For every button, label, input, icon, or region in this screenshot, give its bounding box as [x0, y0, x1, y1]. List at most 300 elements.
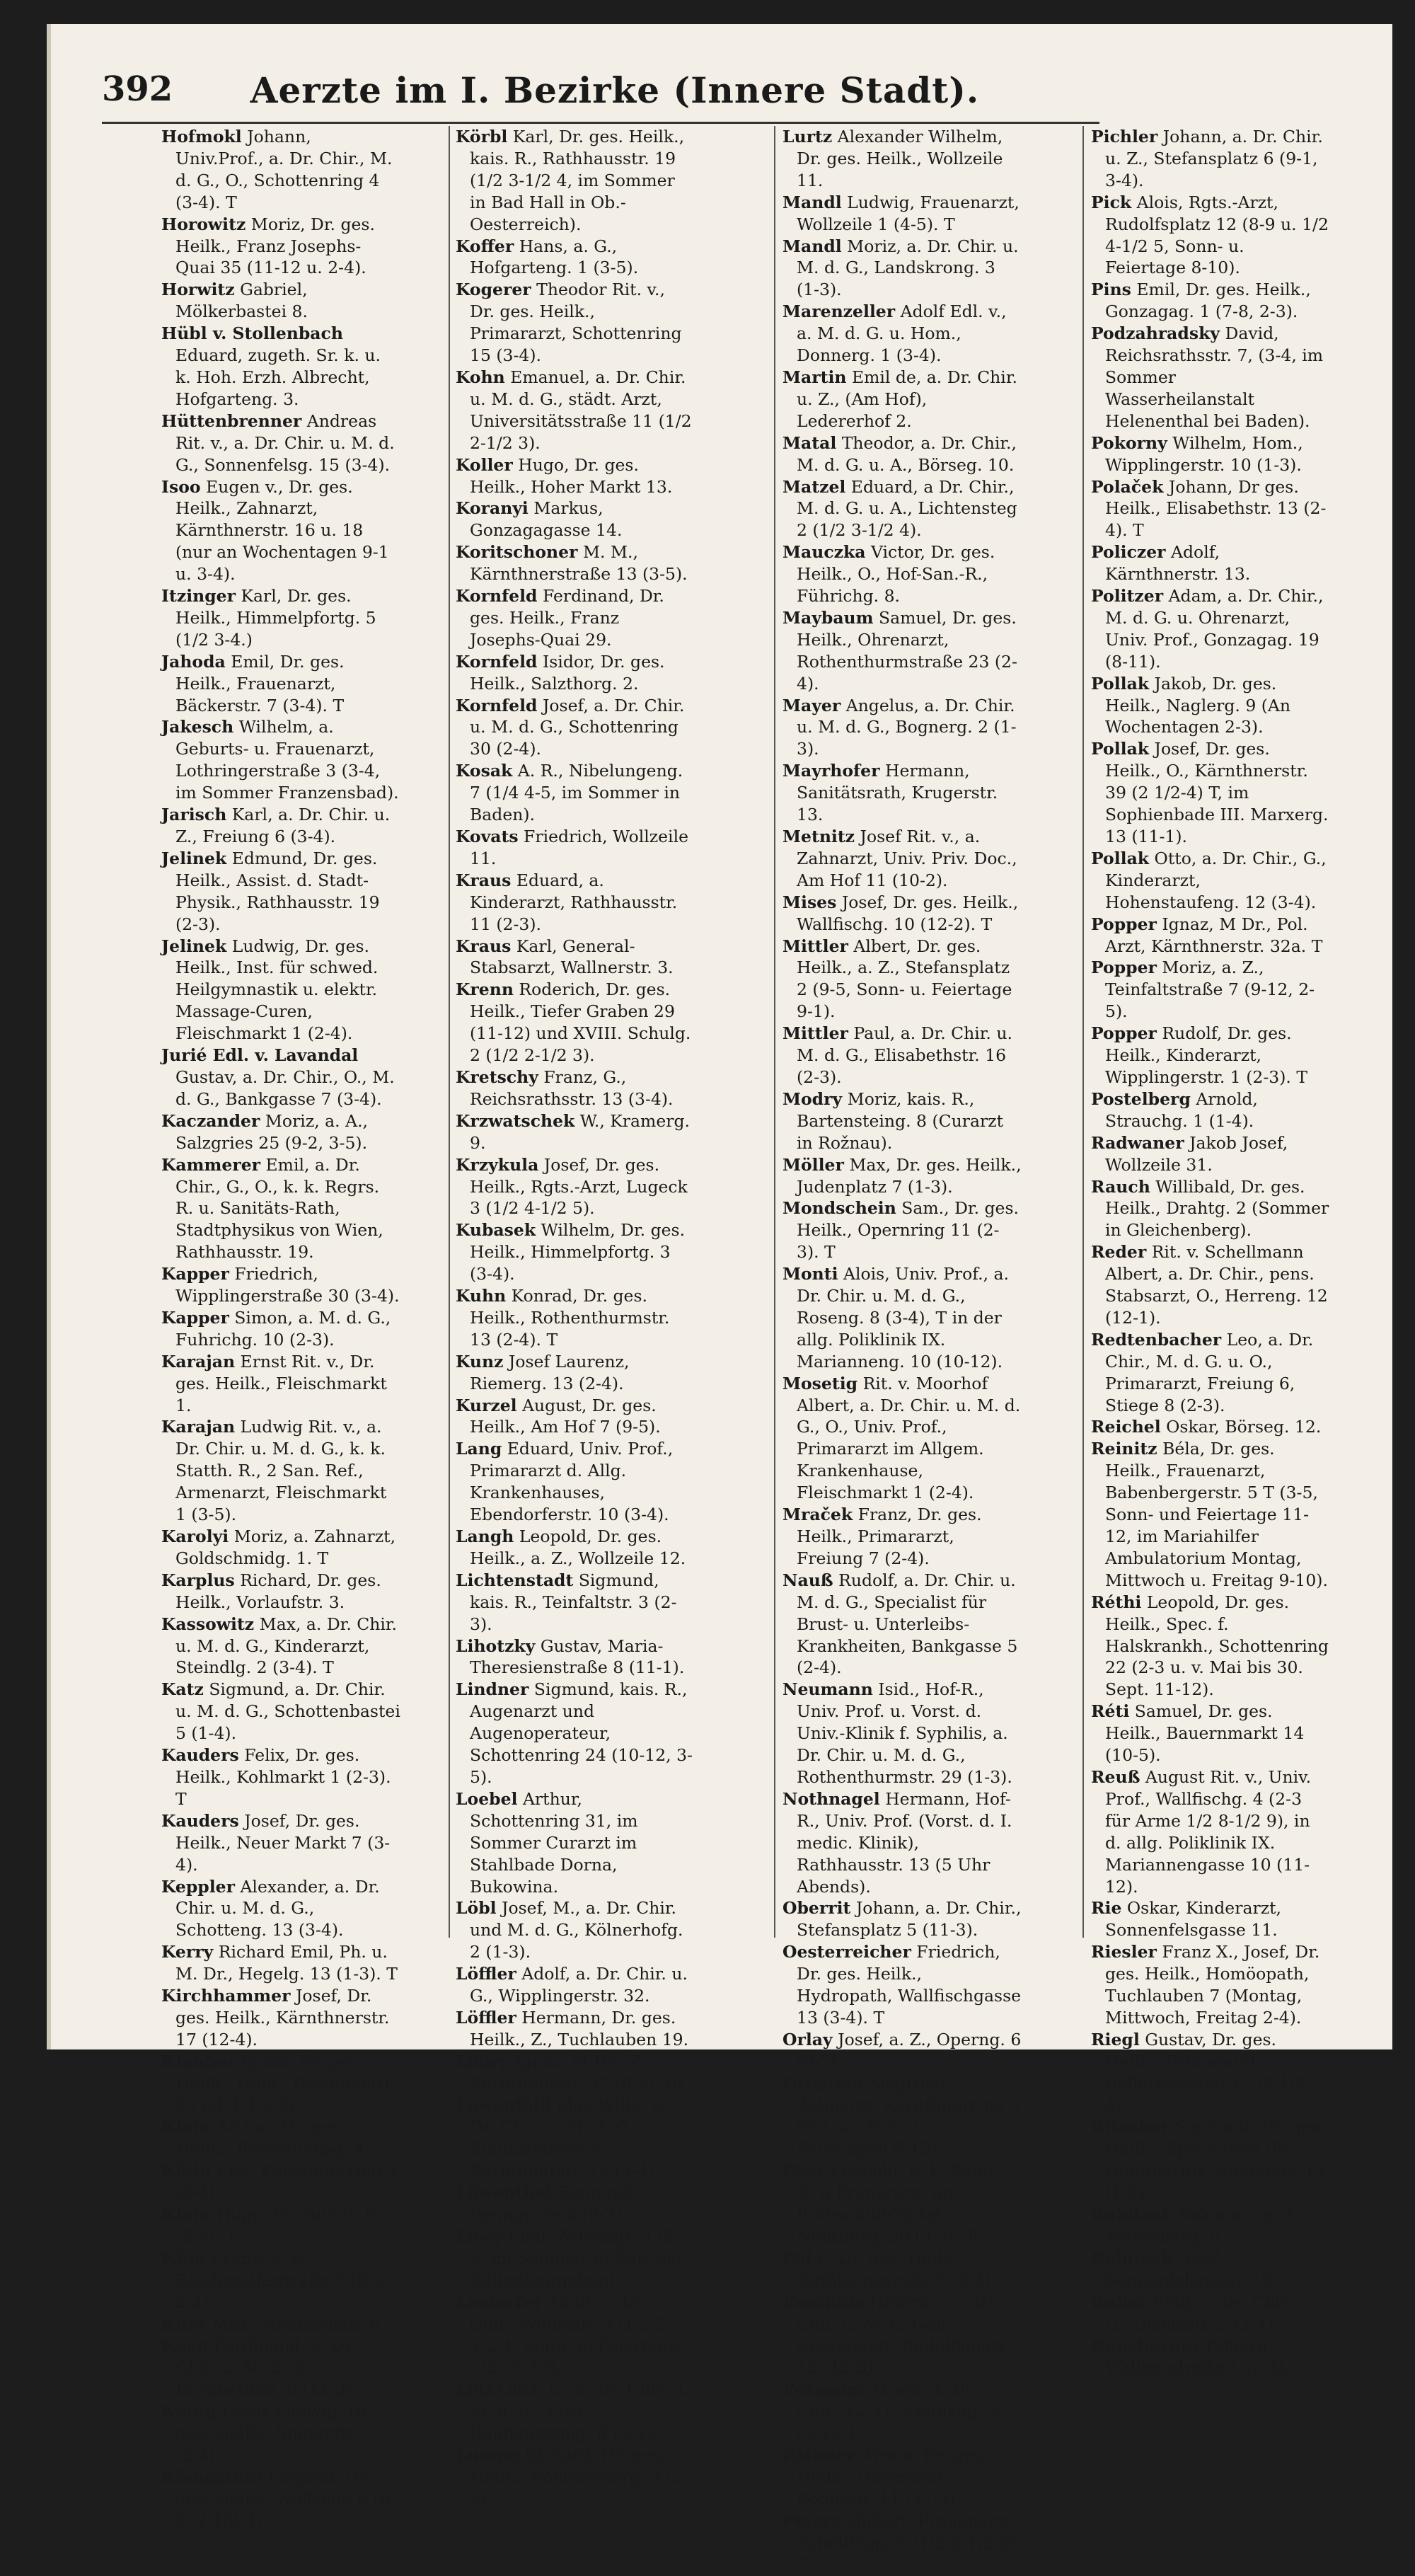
directory-entry — [782, 1197, 1022, 1263]
entry-surname: Löwy — [456, 2226, 503, 2246]
entry-surname: Karajan — [161, 1417, 236, 1437]
directory-entry — [161, 323, 400, 410]
entry-surname: Kapper — [161, 1307, 229, 1328]
entry-details: Ignaz, Dr. ges. Heilk., Hom., Dorotheerg. 2 (1/4 4-1/2 5). — [175, 2051, 395, 2115]
directory-entry — [161, 2248, 400, 2313]
directory-entry — [161, 2116, 400, 2160]
entry-details: Leopold, Dr. ges. Heilk., Spec. f. Halskrankh., Schottenring 22 (2-3 u. v. Mai bis 30. Sept. 11-12). — [1105, 1592, 1329, 1700]
directory-entry — [161, 2313, 400, 2335]
directory-entry — [1091, 957, 1330, 1023]
directory-entry — [782, 1023, 1022, 1088]
directory-entry — [161, 1045, 400, 1110]
entry-details: Karl, General-Stabsarzt, Wallnerstr. 3. — [470, 936, 674, 978]
directory-entry — [456, 1570, 695, 1635]
entry-surname: Lurtz — [782, 127, 833, 146]
entry-surname: Matzel — [782, 476, 846, 497]
directory-entry — [1091, 323, 1330, 432]
entry-surname: Riegl — [1091, 2029, 1140, 2049]
entry-surname: Reuß — [1091, 1766, 1140, 1787]
directory-entry — [782, 1897, 1022, 1941]
entry-details: Hugo, Dr. ges. Heilk., Hoher Markt 13. — [470, 454, 673, 497]
entry-details: Josef, Dr. ges. Heilk., Kärnthnerstr. 17 (12-4). — [175, 1986, 390, 2049]
directory-entry — [161, 1526, 400, 1570]
entry-details: Gustav, a. Dr. Chir., O., M. d. G., Bankgasse 7 (3-4). — [175, 1066, 395, 1109]
directory-entry — [782, 367, 1022, 432]
entry-details: Simon, a. M. d. G., Fuhrichg. 10 (2-3). — [175, 1307, 391, 1350]
entry-surname: Matal — [782, 432, 837, 453]
directory-entry — [782, 2073, 1022, 2161]
directory-entry — [456, 2444, 695, 2510]
directory-entry — [782, 607, 1022, 695]
entry-surname: Lott — [456, 2379, 494, 2400]
directory-entry — [161, 410, 400, 476]
entry-surname: Kornfeld — [456, 586, 538, 606]
directory-entry — [1091, 1897, 1330, 1941]
entry-surname: Kuhn — [456, 1286, 507, 1306]
entry-details: Arnold, Strauchg. 1 (1-4). — [1105, 1088, 1258, 1131]
entry-details: Ludwig Rit. v., a. Dr. Chir. u. M. d. G., k. k. Statth. R., 2 San. Ref., Armenarzt, Fleischmarkt 1 (3-5). — [175, 1417, 387, 1525]
entry-surname: Redtenbacher — [1091, 1329, 1222, 1350]
directory-entry — [456, 2051, 695, 2095]
entry-surname: Mauczka — [782, 542, 866, 563]
entry-surname: Jelinek — [161, 848, 227, 868]
directory-entry — [161, 1110, 400, 1154]
entry-surname: Pins — [1091, 280, 1131, 300]
entry-surname: Politzer — [1091, 586, 1164, 606]
entry-details: Ferdinand, a. Dr. Chir. u. M. d. G., Elisabethstr. 6 (11-3). — [175, 2335, 358, 2400]
entry-surname: Hüttenbrenner — [161, 410, 302, 431]
directory-entry — [456, 1788, 695, 1898]
entry-surname: Robitsek — [1091, 2248, 1173, 2268]
entry-surname: Patauer — [782, 2445, 855, 2466]
entry-details: Frz., Kärnthnerring 3 (3-4). — [175, 2161, 398, 2203]
running-head: Aerzte im I. Bezirke (Innere Stadt). — [250, 69, 980, 111]
directory-entry — [161, 1941, 400, 1985]
directory-entry — [456, 1897, 695, 1963]
entry-surname: Kuer — [161, 2313, 207, 2334]
directory-entry — [161, 126, 400, 214]
entry-details: Andreas Rit. v., a. Dr. Chir. u. M. d. G., Sonnenfelsg. 15 (3-4). — [175, 410, 395, 475]
directory-entry — [1091, 1132, 1330, 1176]
entry-details: Richard Emil, Ph. u. M. Dr., Hegelg. 13 (1-3). T — [175, 1942, 398, 1984]
entry-details: Salomon, a. Z., Mayseberg. 5. — [1105, 2204, 1305, 2246]
entry-surname: Pichler — [1091, 127, 1158, 146]
directory-entry — [456, 1635, 695, 1679]
entry-details: Hubert, Frauenarzt, Schellingg. 6 (1/2 3-1/2 5). T — [797, 2510, 1022, 2575]
entry-surname: Kornfeld — [456, 651, 538, 672]
entry-details: Max, Stefansplatz 6. — [207, 2313, 385, 2334]
directory-entry — [161, 1307, 400, 1351]
entry-details: Ferdinand, Dr. ges. Heilk., Franz Josephs-Quai 29. — [470, 586, 664, 650]
directory-entry — [1091, 2335, 1330, 2379]
entry-details: Ignaz, M Dr., Z., Kärnthnerstr. 37 (9-5). Bt — [470, 2051, 685, 2093]
directory-entry — [456, 1526, 695, 1570]
entry-details: Ignaz, M Dr., Pol. Arzt, Kärnthnerstr. 32a. T — [1105, 914, 1323, 956]
entry-surname: Kosak — [456, 761, 513, 781]
directory-entry — [456, 870, 695, 936]
directory-entry — [456, 279, 695, 367]
directory-entry — [456, 760, 695, 826]
entry-surname: Metnitz — [782, 827, 855, 846]
entry-details: Johann, a. Dr. Chir., Stefansplatz 5 (11-3). — [797, 1898, 1022, 1940]
entry-surname: Löffler — [456, 1964, 516, 1984]
entry-details: Alois, Univ. Prof., a. Dr. Chir. u. M. d. G., Roseng. 8 (3-4), T in der allg. Poliklinik IX. Marianneng. 10 (10-12). — [797, 1264, 1010, 1372]
entry-surname: Karolyi — [161, 1526, 229, 1546]
entry-details: Richard, Dr. ges. Heilk., Vorlaufstr. 3. — [175, 1570, 381, 1612]
directory-entry — [456, 541, 695, 585]
entry-surname: Mondschein — [782, 1198, 896, 1219]
directory-entry — [456, 1154, 695, 1220]
directory-entry — [1091, 1023, 1330, 1088]
entry-surname: Peters — [782, 2510, 842, 2531]
directory-entry — [161, 1679, 400, 1744]
entry-details: Josef, Dr. ges. Heilk., Rgts.-Arzt, Lugeck 3 (1/2 4-1/2 5). — [470, 1154, 688, 1219]
entry-details: Alexander Wilhelm, Dr. ges. Heilk., Wollzeile 11. — [797, 127, 1003, 190]
directory-entry — [782, 192, 1022, 236]
entry-surname: Nothnagel — [782, 1788, 880, 1809]
entry-surname: Ritscher — [1091, 2117, 1170, 2137]
entry-details: Otto, a. Dr. Chir., G., Kinderarzt, Hohenstaufeng. 12 (3-4). — [1105, 848, 1327, 912]
entry-details: Jakob Josef, Wollzeile 31. — [1105, 1132, 1288, 1175]
directory-entry — [456, 454, 695, 498]
entry-details: Markus, Gonzagagasse 14. — [470, 498, 623, 541]
directory-entry — [1091, 1329, 1330, 1417]
directory-entry — [161, 1416, 400, 1526]
entry-details: M. M., Kärnthnerstraße 13 (3-5). — [470, 542, 688, 585]
entry-details: Josef, Dr. ges. Heilk., Wallfischg. 10 (12-2). T — [797, 892, 1019, 934]
directory-entry — [456, 1963, 695, 2007]
entry-details: Ernst Rit. v., Dr. ges. Heilk., Fleischmarkt 1. — [175, 1351, 387, 1415]
entry-surname: Jakesch — [161, 717, 234, 737]
directory-entry — [456, 2292, 695, 2379]
entry-details: Moriz, kais. R., Bartensteing. 8 (Curarzt in Rožnau). — [797, 1088, 1004, 1153]
directory-entry — [161, 1810, 400, 1876]
directory-entry — [782, 2292, 1022, 2379]
entry-details: Eugen v., Dr. ges. Heilk., Zahnarzt, Kärnthnerstr. 16 u. 18 (nur an Wochentagen 9-1 u. 3-4). — [175, 476, 389, 585]
entry-surname: Kunz — [456, 1351, 504, 1372]
entry-surname: Reichel — [1091, 1417, 1161, 1437]
directory-entry — [782, 2248, 1022, 2292]
directory-entry — [782, 695, 1022, 761]
entry-surname: Pick — [1091, 192, 1132, 212]
directory-entry — [456, 2007, 695, 2051]
entry-details: Josef Laurenz, Riemerg. 13 (2-4). — [470, 1351, 630, 1393]
entry-details: Ludwig, Dr. ges. Heilk., Inst. für schwed. Heilgymnastik u. elektr. Massage-Curen, Fleischmarkt 1 (2-4). — [175, 936, 379, 1044]
column-divider — [449, 126, 450, 1938]
entry-surname: Löwenthal — [456, 2183, 553, 2203]
entry-surname: Mises — [782, 892, 837, 912]
directory-entry — [161, 804, 400, 848]
entry-surname: Lang — [456, 1439, 502, 1459]
entry-surname: Podzahradsky — [1091, 323, 1220, 344]
entry-details: Leopold, Dr. ges. Heilk., Wollzeile 6 (8-9, 2 1/2-4). — [175, 2466, 395, 2531]
entry-surname: Itzinger — [161, 586, 236, 606]
directory-entry — [456, 1395, 695, 1439]
entry-details: Gust. C., a. Dr. Chir. u. M. d. G., Prof., Rauhensteing. 8 (3-4). — [470, 2379, 689, 2444]
directory-entry — [782, 236, 1022, 301]
entry-details: Franz, G., Reichsrathsstr. 13 (3-4). — [470, 1066, 674, 1109]
entry-surname: Rollet — [1091, 2292, 1147, 2312]
entry-surname: Kohn — [456, 367, 505, 387]
entry-details: Karl, Dr. ges. Heilk., kais. R., Rathhausstr. 19 (1/2 3-1/2 4, im Sommer in Bad Hall in Ob.-Oesterreich). — [470, 127, 685, 234]
entry-details: Arthur, Schottenring 31, im Sommer Curarzt im Stahlbade Dorna, Bukowina. — [470, 1788, 638, 1897]
directory-entry — [456, 367, 695, 454]
entry-details: Moriz, a. Zahnarzt, Goldschmidg. 1. T — [175, 1526, 396, 1568]
entry-details: Karl, a. Dr. Chir. u. Z., Freiung 6 (3-4). — [175, 805, 391, 846]
directory-entry — [456, 126, 695, 236]
page-number: 392 — [102, 69, 173, 109]
directory-entry — [1091, 1701, 1330, 1766]
entry-surname: Katz — [161, 1679, 204, 1700]
entry-details: Lazar Ludwig, Dr. ges. Heilk., Singerstr. 7 (2-4). — [175, 2401, 375, 2466]
directory-entry — [782, 1263, 1022, 1373]
entry-details: August, Dr. ges. Heilk., Am Hof 7 (9-5). — [470, 1395, 661, 1437]
entry-details: Paul, a. Dr. Chir. u. M. d. G., Elisabethstr. 16 (2-3). — [797, 1023, 1012, 1087]
entry-surname: Loebel — [456, 1788, 518, 1809]
entry-details: Eduard, Univ. Prof., Primararzt d. Allg. Krankenhauses, Ebendorferstr. 10 (3-4). — [470, 1439, 674, 1525]
entry-details: Edmund, Dr. ges. Heilk., Assist. d. Stadt-Physik., Rathhausstr. 19 (2-3). — [175, 848, 380, 934]
directory-entry — [161, 476, 400, 586]
directory-entry — [456, 1285, 695, 1351]
entry-surname: Kammerer — [161, 1154, 261, 1175]
page-header — [102, 55, 1099, 126]
entry-surname: Langh — [456, 1526, 514, 1546]
entry-surname: Riesler — [1091, 1942, 1157, 1962]
directory-entry — [456, 826, 695, 870]
entry-details: Felix, Dr. ges. Heilk., Kohlmarkt 1 (2-3). T — [175, 1745, 391, 1809]
entry-details: Wilhelm, Dr. ges. Heilk., Himmelpfortg. 3 (3-4). — [470, 1220, 686, 1284]
entry-surname: Lumpe — [456, 2445, 519, 2466]
entry-surname: Königstein — [161, 2466, 263, 2487]
directory-entry — [1091, 126, 1330, 192]
entry-surname: Kubasek — [456, 1220, 536, 1241]
column-divider — [774, 126, 775, 1938]
entry-details: Oskar, Kinderarzt, Sonnenfelsgasse 11. — [1105, 1898, 1281, 1940]
entry-details: Josef, Dr. ges. Heilk., O., Kärnthnerstr. 39 (2 1/2-4) T, im Sophienbade III. Marxerg. 13 (11-1). — [1105, 739, 1329, 846]
entry-details: Wilhelm, Hom., Wipplingerstr. 10 (1-3). — [1105, 432, 1303, 475]
entry-surname: Kauders — [161, 1810, 239, 1831]
entry-details: Sigmund, Renngasse 6 (2-3). — [470, 2183, 638, 2225]
directory-entry — [456, 1438, 695, 1526]
directory-entry — [782, 301, 1022, 367]
directory-entry — [782, 541, 1022, 607]
directory-entry — [161, 936, 400, 1045]
entry-surname: Paschkis — [782, 2292, 865, 2312]
entry-details: Moriz, a. Dr. Chir., G., O., Zelinkag. 4 (2-4). T — [797, 2379, 999, 2444]
entry-surname: Réti — [1091, 1701, 1130, 1722]
entry-details: Franz, Dr. ges. Heilk., Primararzt, Freiung 7 (2-4). — [797, 1505, 982, 1568]
entry-surname: Klauber — [161, 2051, 236, 2071]
entry-surname: Jahoda — [161, 651, 226, 672]
entry-surname: Radwaner — [1091, 1132, 1184, 1153]
entry-details: Theodor, a. Dr. Chir., M. d. G. u. A., Börseg. 10. — [797, 432, 1017, 475]
entry-surname: Koffer — [456, 236, 514, 256]
directory-entry — [161, 1614, 400, 1679]
directory-entry — [782, 1570, 1022, 1679]
entry-surname: Kassowitz — [161, 1614, 255, 1634]
entry-details: J., Dr. ges. Heilk., Rathhausstraße 5 (3-4). — [797, 2248, 998, 2290]
entry-surname: Kraus — [456, 870, 512, 890]
entry-details: Hermann, Dr. ges. Heilk., Z., Tuchlauben 19. — [470, 2007, 689, 2049]
entry-surname: Körbl — [456, 127, 508, 146]
entry-details: Rudolf, a. Dr. Chir. u. M. d. G., Specialist für Brust- u. Unterleibs-Krankheiten, Bankgasse 5 (2-4). — [797, 1570, 1018, 1678]
entry-details: Leopold, k. k. Sanit. R. u Primararzt im Rothschild-Spital, Neuthorg. 20 (3-5). T — [797, 2161, 1000, 2246]
entry-details: Moriz, Dr. ges. Heilk., Franz Josephs-Quai 35 (11-12 u. 2-4). — [175, 214, 375, 278]
entry-details: Leopold, Dr. ges. Heilk., a. Z., Wollzeile 12. — [470, 1526, 686, 1568]
directory-entry — [456, 2182, 695, 2226]
entry-details: Theodor Rit. v., Dr. ges. Heilk., Primararzt, Schottenring 15 (3-4). — [470, 280, 682, 366]
entry-surname: Isoo — [161, 476, 201, 497]
entry-surname: Jelinek — [161, 936, 227, 956]
directory-entry — [456, 1066, 695, 1110]
directory-entry — [456, 1679, 695, 1788]
entry-details: Max, Dr. ges. Heilk., Judenplatz 7 (1-3). — [797, 1154, 1022, 1197]
entry-surname: Possauer — [782, 2379, 867, 2400]
entry-surname: Klein — [161, 2117, 212, 2137]
entry-details: Adolf, a. Dr. Chir., Wollzeile 3 (1/2 3-1/2 4, Sonn- u. Feiertage 1/2 11-12). — [470, 2292, 679, 2378]
entry-surname: Polaček — [1091, 476, 1164, 497]
entry-surname: Löwenfeld — [456, 2095, 551, 2115]
entry-surname: Krzykula — [456, 1154, 539, 1175]
directory-entry — [1091, 1438, 1330, 1591]
entry-details: Karl, Dr. ges. Heilk., Himmelpfortg. 5 (1/2 3-4.) — [175, 586, 376, 650]
entry-details: Johann, a. Dr. Chir. u. Z., Stefansplatz 6 (9-1, 3-4). — [1105, 127, 1323, 190]
entry-details: Angelus, a. Dr. Chir. u. M. d. G., Bognerg. 2 (1-3). — [797, 695, 1017, 759]
entry-surname: Karajan — [161, 1351, 236, 1372]
entry-surname: Löffler — [456, 2007, 516, 2028]
entry-surname: Horwitz — [161, 280, 235, 300]
directory-entry — [1091, 279, 1330, 323]
directory-entry — [161, 1351, 400, 1417]
directory-entry — [782, 2029, 1022, 2073]
directory-entry — [782, 760, 1022, 826]
entry-details: Josef, a. Dr. Chir. u. M. d. G., Schottenring 30 (2-4). — [470, 695, 685, 759]
entry-surname: Kovats — [456, 827, 519, 846]
directory-entry — [782, 1788, 1022, 1898]
directory-entry — [161, 585, 400, 651]
entry-details: Moriz, a. Z., Teinfaltstraße 7 (9-12, 2-5). — [1105, 958, 1315, 1022]
entry-details: Heinrich, a. Dr. Chir. u. M. d. Geb., Frauenarzt, Rudolfsplatz 12 (12-3). — [797, 2292, 1007, 2378]
entry-details: Siegfried, Zahnarzt, Kärnthnerring 2 (9-4, an Sonn u. Feiertagen 9-12). — [797, 2073, 1021, 2159]
directory-entry — [1091, 1088, 1330, 1132]
directory-entry — [161, 279, 400, 323]
entry-details: Rudolf, Dr. ges. Heilk., Kinderarzt, Wipplingerstr. 1 (2-3). T — [1105, 1023, 1308, 1087]
entry-surname: Popper — [1091, 914, 1157, 934]
entry-details: Emil, a. Dr. Chir. u. G., Giselastr. 2 (3-4). — [1105, 2292, 1313, 2334]
entry-details: Béla, Dr. ges. Heilk., Frauenarzt, Babenbergerstr. 5 T (3-5, Sonn- und Feiertage 11-12, im Mariahilfer Ambulatorium Montag, Mittwoch u. Freitag 9-10). — [1105, 1439, 1328, 1590]
entry-details: August Rit. v., Univ. Prof., Wallfischg. 4 (2-3 für Arme 1/2 8-1/2 9), in d. allg. Poliklinik IX. Mariannengasse 10 (11-12). — [1105, 1766, 1312, 1897]
entry-details: Jakob, Dr. ges. Heilk., Naglerg. 9 (An Wochentagen 2-3). — [1105, 673, 1291, 737]
entry-surname: Klein — [161, 2161, 212, 2181]
entry-details: Friedrich, Dr. ges. Heilk., Hydropath, Wallfischgasse 13 (3-4). T — [797, 1942, 1022, 2028]
directory-entry — [1091, 432, 1330, 476]
column-1 — [161, 126, 400, 2531]
header-rule — [102, 122, 1099, 124]
entry-surname: Monti — [782, 1264, 838, 1284]
entry-details: Arthur, Dr. ges. Heilk., Regierungsg. 4. — [175, 2117, 371, 2159]
entry-surname: Kaczander — [161, 1110, 260, 1131]
entry-details: W., Kramerg. 9. — [470, 1110, 690, 1153]
directory-entry — [161, 1876, 400, 1942]
entry-details: Alexander, a. Dr. Chir. u. M. d. G., Schotteng. 13 (3-4). — [175, 1876, 380, 1940]
directory-entry — [456, 236, 695, 280]
entry-details: Josef Rit. v., a. Zahnarzt, Univ. Priv. Doc., Am Hof 11 (10-2). — [797, 827, 1017, 890]
entry-details: Johann, Univ.Prof., a. Dr. Chir., M. d. G., O., Schottenring 4 (3-4). T — [175, 127, 393, 212]
entry-details: Hans, a. G., Hofgarteng. 1 (3-5). — [470, 236, 639, 278]
directory-entry — [161, 848, 400, 936]
directory-entry — [161, 1985, 400, 2051]
entry-details: Armin, Dr. ges. Heilk., Ohrenarzt, Bognerg. 11 (11-4). — [797, 2445, 988, 2509]
directory-entry — [1091, 541, 1330, 585]
entry-details: Emil, a. Dr. Chir., G., O., k. k. Regrs. R. u. Sanitäts-Rath, Stadtphysikus von Wien, Rathhausstr. 19. — [175, 1154, 383, 1263]
entry-details: Emil, Dr. ges. Heilk., Frauenarzt, Bäckerstr. 7 (3-4). T — [175, 651, 345, 715]
entry-details: Leo, a. Dr. Chir., M. d. G. u. O., Primararzt, Freiung 6, Stiege 8 (2-3). — [1105, 1329, 1314, 1415]
directory-entry — [161, 1154, 400, 1264]
entry-details: Emil de, a. Dr. Chir. u. Z., (Am Hof), Ledererhof 2. — [797, 367, 1017, 431]
entry-details: Franz X., Josef, Dr. ges. Heilk., Homöopath, Tuchlauben 7 (Montag, Mittwoch, Freitag 2-4). — [1105, 1942, 1320, 2028]
entry-details: Samuel, Dr. ges. Heilk., Ohrenarzt, Rothenthurmstraße 23 (2-4). — [797, 607, 1017, 694]
entry-surname: Maybaum — [782, 607, 874, 628]
entry-details: Moriz, a. Dr. Chir. u. M. d. G., Landskrong. 3 (1-3). — [797, 236, 1019, 300]
directory-entry — [1091, 848, 1330, 914]
directory-entry — [161, 1570, 400, 1614]
entry-details: Gustav, Dr. ges. Heilk., Primararzt, Bellariastraße 12 (2 1/2-4). — [1105, 2029, 1312, 2115]
entry-details: Gustav, Maria-Theresienstraße 8 (11-1). — [470, 1635, 685, 1678]
column-2 — [456, 126, 695, 2509]
entry-details: Max Wilh., a. Dr. Chir. u. M. d. G., Stadtarmenarzt, Kärnthnerstr. 15 (3-4). — [470, 2095, 667, 2181]
entry-surname: Krenn — [456, 979, 514, 1000]
directory-entry — [1091, 2116, 1330, 2204]
entry-details: Friedrich, Wollzeile 11. — [470, 827, 688, 868]
entry-surname: Jurié Edl. v. Lavandal — [161, 1045, 359, 1066]
entry-details: Emil, Dr. ges. Heilk., Gonzagag. 1 (7-8, 2-3). — [1105, 280, 1311, 322]
entry-surname: Oser — [782, 2161, 826, 2181]
directory-entry — [1091, 1416, 1330, 1438]
directory-entry — [1091, 914, 1330, 958]
entry-surname: Kerry — [161, 1942, 214, 1962]
entry-details: Albert, Dr. ges. Heilk., a. Z., Stefansplatz 2 (9-5, Sonn- u. Feiertage 9-1). — [797, 936, 1012, 1022]
entry-surname: Klein — [161, 2204, 212, 2225]
entry-details: A. R., Nibelungeng. 7 (1/4 4-5, im Sommer in Baden). — [470, 761, 683, 825]
directory-entry — [1091, 1241, 1330, 1329]
entry-surname: Nauß — [782, 1570, 833, 1590]
entry-surname: Koritschoner — [456, 542, 578, 563]
entry-surname: Mandl — [782, 236, 842, 256]
directory-entry — [456, 651, 695, 695]
entry-surname: Neumann — [782, 1679, 873, 1700]
entry-surname: Mittler — [782, 1023, 848, 1044]
entry-surname: Pollak — [1091, 739, 1150, 759]
entry-surname: Rauch — [1091, 1176, 1150, 1197]
entry-details: Willibald, Dr. ges. Heilk., Drahtg. 2 (Sommer in Gleichenberg). — [1105, 1176, 1329, 1241]
directory-entry — [456, 498, 695, 541]
directory-entry — [456, 2095, 695, 2183]
directory-entry — [161, 2051, 400, 2117]
directory-entry — [456, 979, 695, 1066]
entry-details: Ludwig, Frauenarzt, Wollzeile 1 (4-5). T — [797, 192, 1020, 234]
entry-details: Josef, a. Z., Operng. 6 (9-5). — [797, 2029, 1022, 2071]
entry-surname: Kraus — [456, 936, 512, 956]
column-3 — [782, 126, 1022, 2575]
entry-surname: Krzwatschek — [456, 1110, 575, 1131]
entry-details: Sam., Dr. ges. Heilk., Opernring 11 (2-3). T — [797, 1198, 1019, 1263]
entry-details: Richard, Dr. ges. Heilk., Kohlmesserg. 3 (2-3). — [470, 2445, 689, 2509]
entry-surname: Jarisch — [161, 805, 227, 825]
entry-surname: Mandl — [782, 192, 842, 212]
entry-details: Eduard, a Dr. Chir., M. d. G. u. A., Lichtensteg 2 (1/2 3-1/2 4). — [797, 476, 1017, 541]
entry-details: David, Reichsrathsstr. 7, (3-4, im Sommer Wasserheilanstalt Helenenthal bei Baden). — [1105, 323, 1324, 431]
entry-details: Sigmund, kais. R., Teinfaltstr. 3 (2-3). — [470, 1570, 677, 1634]
